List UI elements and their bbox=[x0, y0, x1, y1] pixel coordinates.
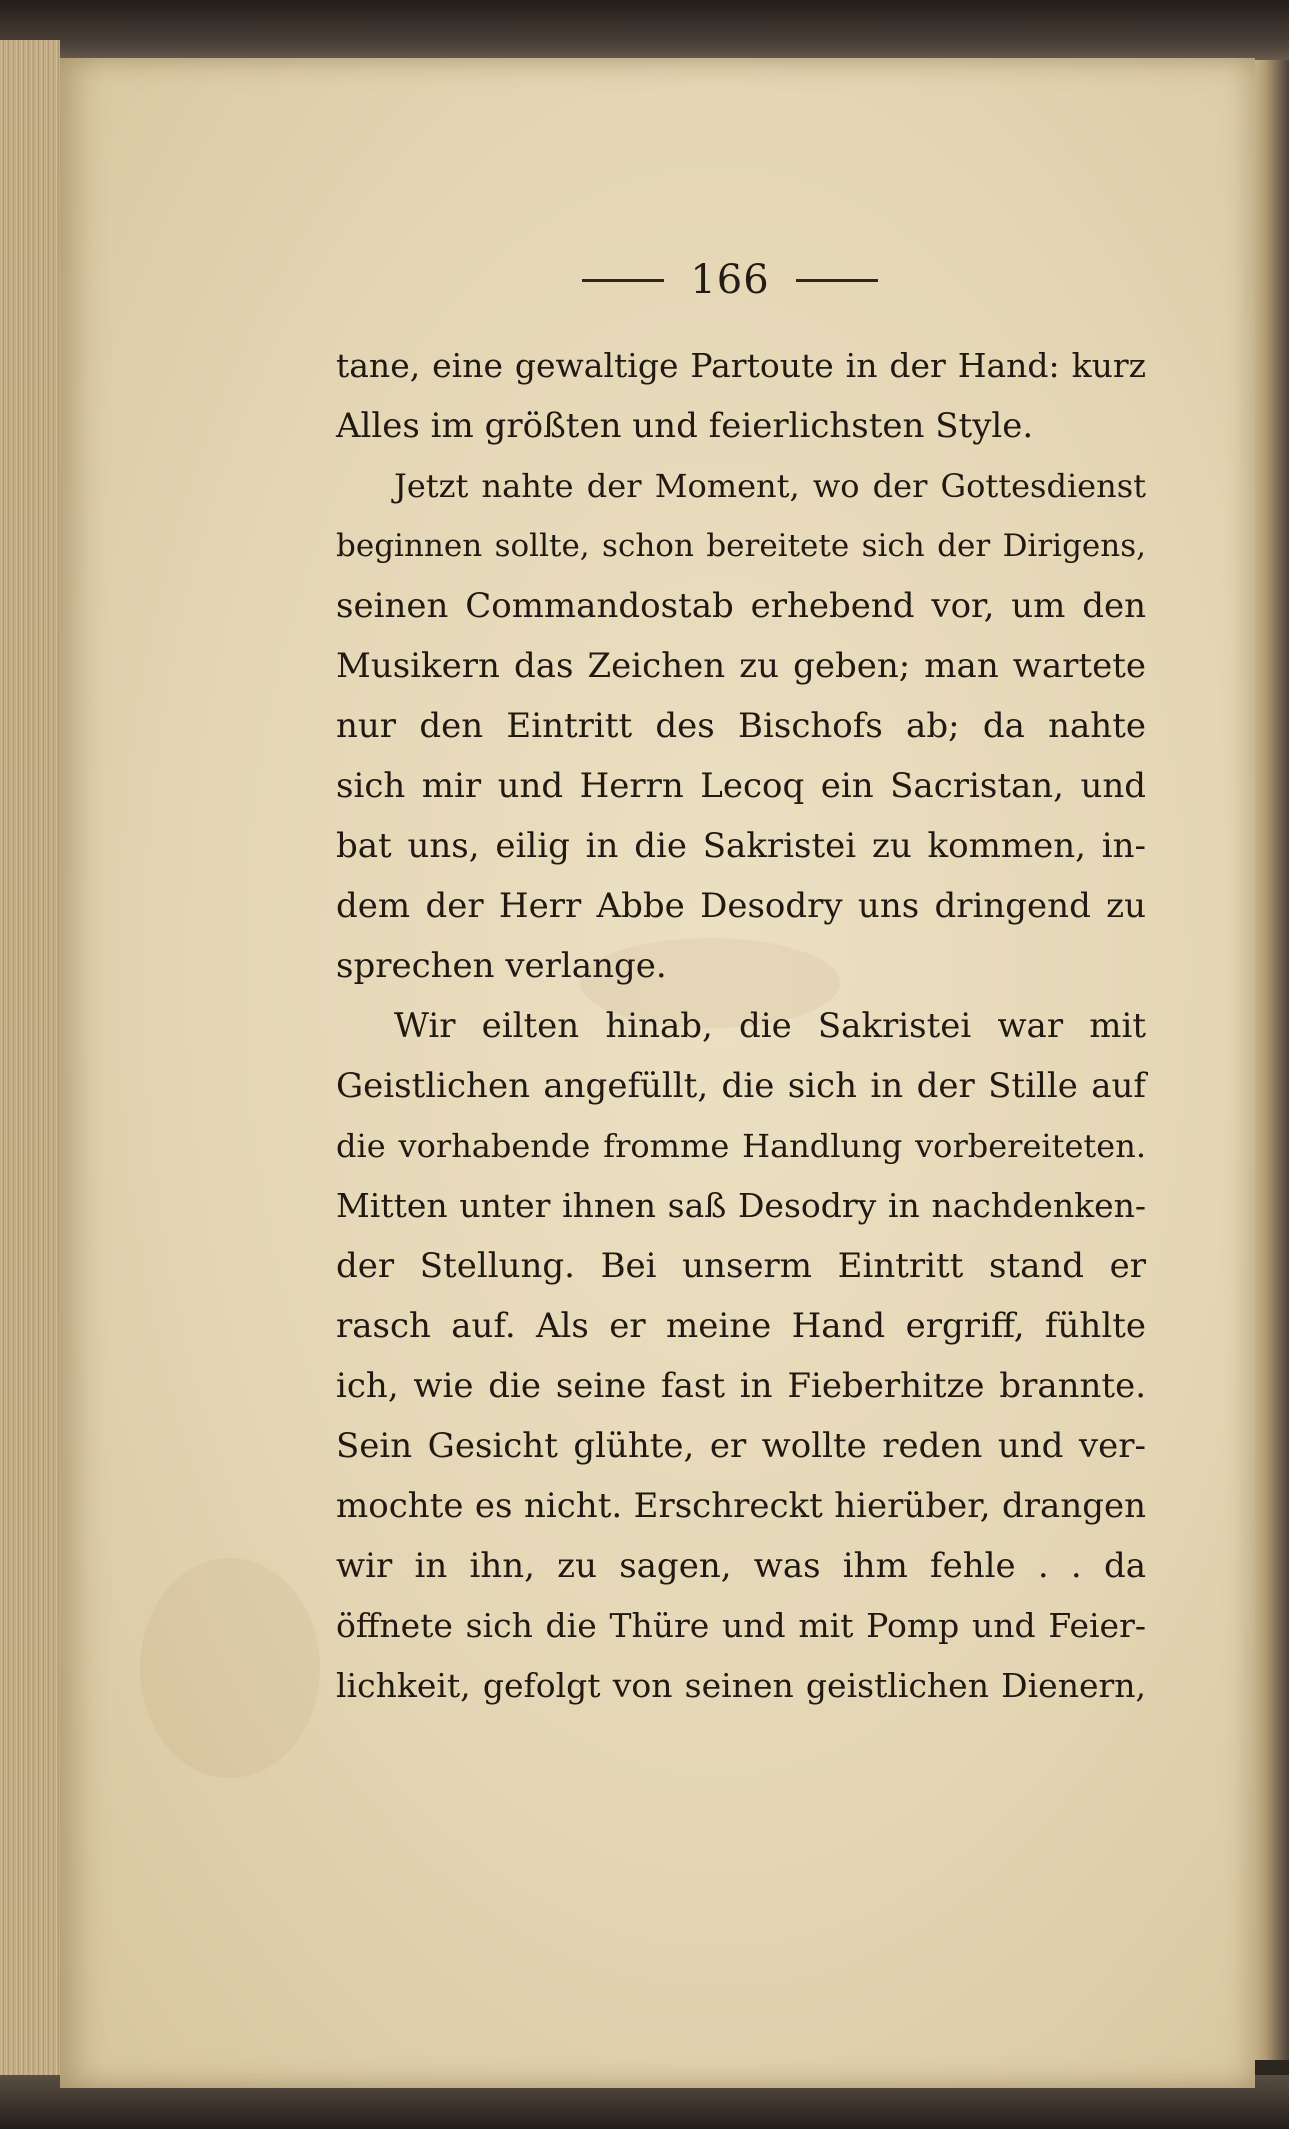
header-dash-right bbox=[796, 279, 878, 282]
text-line: sich mir und Herrn Lecoq ein Sacristan, und bbox=[336, 766, 1146, 806]
text-line: sprechen verlange. bbox=[336, 946, 667, 986]
text-line: beginnen sollte, schon bereitete sich der Dirigens, bbox=[336, 528, 1146, 564]
text-line: die vorhabende fromme Handlung vorbereiteten. bbox=[336, 1127, 1146, 1165]
text-line: Jetzt nahte der Moment, wo der Gottesdienst bbox=[394, 467, 1146, 505]
text-line: öffnete sich die Thüre und mit Pomp und Feier- bbox=[336, 1606, 1146, 1645]
text-line: rasch auf. Als er meine Hand ergriff, fühlte bbox=[336, 1306, 1146, 1346]
text-line: Wir eilten hinab, die Sakristei war mit bbox=[394, 1006, 1146, 1046]
page-edges-left bbox=[0, 40, 60, 2080]
page-header bbox=[560, 250, 900, 310]
text-line: seinen Commandostab erhebend vor, um den bbox=[336, 586, 1146, 626]
body-text bbox=[336, 336, 1146, 1716]
text-line: mochte es nicht. Erschreckt hierüber, drangen bbox=[336, 1486, 1146, 1526]
header-dash-left bbox=[582, 279, 664, 282]
text-line: nur den Eintritt des Bischofs ab; da nahte bbox=[336, 706, 1146, 746]
text-line: Musikern das Zeichen zu geben; man wartete bbox=[336, 646, 1146, 686]
paper-stain bbox=[140, 1558, 320, 1778]
text-line: wir in ihn, zu sagen, was ihm fehle . . da bbox=[336, 1546, 1146, 1586]
page-number: 166 bbox=[690, 257, 770, 303]
text-line: Mitten unter ihnen saß Desodry in nachdenken- bbox=[336, 1186, 1146, 1225]
text-line: lichkeit, gefolgt von seinen geistlichen Dienern, bbox=[336, 1666, 1146, 1705]
text-line: Alles im größten und feierlichsten Style. bbox=[336, 406, 1034, 446]
text-line: bat uns, eilig in die Sakristei zu kommen, in- bbox=[336, 826, 1146, 866]
text-line: ich, wie die seine fast in Fieberhitze brannte. bbox=[336, 1366, 1146, 1406]
text-line: der Stellung. Bei unserm Eintritt stand er bbox=[336, 1246, 1146, 1286]
text-line: Sein Gesicht glühte, er wollte reden und ver- bbox=[336, 1426, 1146, 1466]
book-cover-top bbox=[0, 0, 1289, 62]
text-line: tane, eine gewaltige Partoute in der Hand: kurz bbox=[336, 346, 1146, 385]
text-line: Geistlichen angefüllt, die sich in der Stille auf bbox=[336, 1066, 1146, 1106]
page-edges-right bbox=[1250, 60, 1289, 2060]
text-line: dem der Herr Abbe Desodry uns dringend zu bbox=[336, 886, 1146, 926]
